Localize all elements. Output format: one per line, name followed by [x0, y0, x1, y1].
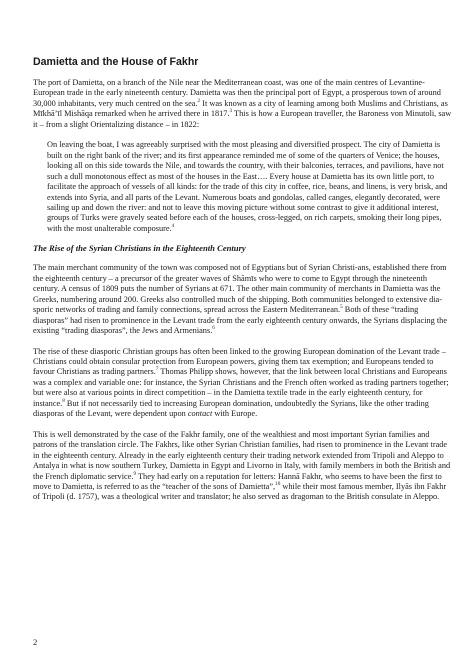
footnote-ref-6[interactable]: 6 [212, 325, 215, 332]
footnote-ref-8[interactable]: 8 [62, 398, 65, 405]
paragraph-port-of-damietta [33, 78, 452, 130]
footnote-ref-3[interactable]: 3 [229, 108, 233, 115]
emphasis-contact: contact [187, 409, 213, 419]
text-run: But if not necessarily tied to increasing European domination, undoubtedly the Syrians, like the other trading diasporas of the Levant, were dependent upon [33, 398, 429, 419]
subsection-heading: The Rise of the Syrian Christians in the Eighteenth Century [33, 243, 246, 254]
footnote-ref-2[interactable]: 2 [197, 98, 201, 105]
section-heading: Damietta and the House of Fakhr [33, 56, 199, 68]
page-number: 2 [33, 637, 38, 647]
block-quote-minutoli [47, 140, 452, 234]
footnote-ref-7[interactable]: 7 [155, 366, 159, 373]
text-run: The main merchant community of the town was composed not of Egyptians but of Syrian Christi-ans, established there from the eighteenth century – a precursor of the greater waves of Shāmīs who were to come to Egypt through the nineteenth century. A census of 1809 puts the number of Syrians at 671. The other main community of merchants in Damietta was the Greeks, numbering around 200. Greeks also controlled much of the shipping. Both communities belonged to extensive dia-sporic networks of trading and family connections, spread across the Eastern Mediterranean. [33, 263, 447, 315]
paragraph-fakhr-family [33, 430, 452, 503]
text-run: This is well demonstrated by the case of the Fakhr family, one of the wealthiest and most important Syrian families and patrons of the translation circle. The Fakhrs, like other Syrian Christian families, had risen to prominence in the Levant trade in the eighteenth century. Already in the early eighteenth century their trading network extended from Tripoli and Aleppo to Antalya in what is now southern Turkey, Damietta in Egypt and Livorno in Italy, with family members in both the British and the French diplomatic service. [33, 429, 451, 481]
quote-text: On leaving the boat, I was agreeably surprised with the most pleasing and diversified prospect. The city of Damietta is built on the right bank of the river; and its first appearance reminded me of some of the quarters of Venice; the houses, looking all on this side towards the Nile, and towards the country, with their balconies, terraces, and pavilions, have not such a dull monotonous effect as most of the houses in the East…. Every house at Damietta has its own little port, to facilitate the approach of vessels of all kinds: for the trade of this city in coffee, rice, beans, and linens, is very brisk, and extends into Syria, and all parts of the Levant. Numerous boats and gondolas, called canges, elegantly decorated, were sailing up and down the river: and not to leave this moving picture without some contrast to give it additional interest, groups of Turks were gravely seated before each of the houses, cross-legged, on rich carpets, smoking their long pipes, with the most unalterable composure. [47, 140, 448, 233]
paragraph-christian-groups [33, 347, 452, 420]
text-run: They had early on a reputation for letters: Hannā Fakhr, who seems to have been the first to move to Damietta, is referred to as the “teacher of the sons of Damietta”, [33, 471, 442, 491]
text-run: The port of Damietta, on a branch of the Nile near the Mediterranean coast, was one of the main centres of Levantine-European trade in the early nineteenth century. Damietta was then the principal port of Egypt, a prosperous town of around 30,000 inhabitants, very much centred on the sea. [33, 78, 441, 108]
footnote-ref-10[interactable]: 10 [275, 481, 281, 488]
text-run: while their most famous member, Ilyās ibn Fakhr of Tripoli (d. 1757), was a theological writer and translator; he also served as dragoman to the British consulate in Aleppo. [33, 481, 447, 502]
text-run: with Europe. [212, 409, 258, 419]
text-run: This is how a European traveller, the Baroness von Minutoli, saw it – from a slight Orientalizing distance – in 1822: [33, 109, 452, 129]
footnote-ref-9[interactable]: 9 [133, 470, 137, 477]
text-run: It was known as a city of learning among both Muslims and Christians, as Mīkhā’īl Mishāqa remarked when he arrived there in 1817. [33, 98, 448, 119]
text-run: Thomas Philipp shows, however, that the link between local Christians and Europeans was a complex and variable one: for instance, the Syrian Christians and the French often worked as trading partners together; but were also at various points in direct competition – in the Damietta textile trade in the early eighteenth century, for instance. [33, 367, 449, 408]
paragraph-merchant-community [33, 263, 452, 336]
text-run: The rise of these diasporic Christian groups has often been linked to the growing European domination of the Levant trade – Christians could obtain consular protection from European powers, giving them tax exemption; and Europeans tended to favour Christians as trading partners. [33, 346, 446, 377]
footnote-ref-5[interactable]: 5 [340, 304, 343, 311]
footnote-ref-4[interactable]: 4 [171, 223, 175, 230]
text-run: Both of these “trading diasporas” had risen to prominence in the Levant trade from the early eighteenth century onwards, the Syrians displacing the existing “trading diasporas”, the Jews and Armenians. [33, 305, 448, 336]
